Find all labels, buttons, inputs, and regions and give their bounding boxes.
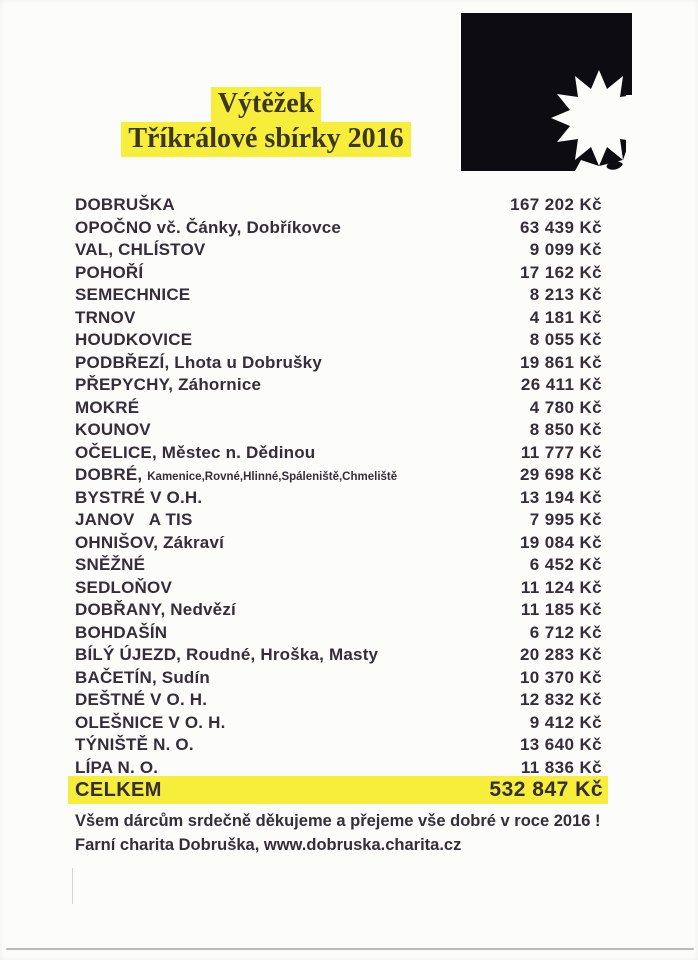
- amount: 9 099 Kč: [529, 240, 602, 259]
- amount: 11 124 Kč: [520, 577, 602, 597]
- amount: 8 850 Kč: [529, 420, 602, 439]
- amount: 11 777 Kč: [520, 442, 602, 462]
- amount: 63 439 Kč: [519, 217, 602, 237]
- place-name: DEŠTNÉ V O. H.: [75, 690, 208, 709]
- charita-logo-icon: [461, 13, 661, 188]
- table-row: [75, 218, 602, 241]
- title-line1: Výtěžek: [211, 87, 321, 122]
- table-row: [75, 375, 602, 398]
- place-name: BYSTRÉ V O.H.: [75, 487, 203, 507]
- place-name: DOBŘANY, Nedvězí: [75, 600, 236, 619]
- amount: 29 698 Kč: [519, 465, 602, 484]
- footer-organization-line: Farní charita Dobruška, www.dobruska.charita.cz: [75, 836, 462, 854]
- scan-edge-artifact: [6, 948, 694, 950]
- amount: 7 995 Kč: [529, 510, 602, 529]
- scan-line-artifact: [72, 868, 73, 904]
- table-row: [75, 353, 602, 376]
- place-name: OLEŠNICE V O. H.: [75, 712, 226, 732]
- place-name: VAL, CHLÍSTOV: [75, 240, 206, 259]
- footer: [75, 809, 675, 857]
- total-label: CELKEM: [75, 778, 162, 801]
- total-row: [68, 776, 608, 804]
- table-row: [75, 555, 602, 578]
- table-row: [75, 443, 602, 466]
- amount: 13 194 Kč: [519, 487, 602, 507]
- table-row: [75, 645, 602, 668]
- amount: 11 185 Kč: [520, 600, 602, 619]
- amount: 12 832 Kč: [519, 690, 602, 709]
- amount: 6 712 Kč: [529, 622, 602, 642]
- table-row: [75, 600, 602, 623]
- table-row: [75, 510, 602, 533]
- title-line2: Tříkrálové sbírky 2016: [121, 122, 410, 157]
- place-name: OČELICE, Městec n. Dědinou: [75, 442, 316, 462]
- table-row: [75, 285, 602, 308]
- place-name: JANOV A TIS: [75, 510, 193, 529]
- table-row: [75, 330, 602, 353]
- place-name: MOKRÉ: [75, 397, 140, 417]
- amount: 19 084 Kč: [519, 532, 602, 552]
- amount: 20 283 Kč: [519, 645, 602, 664]
- table-row: [75, 240, 602, 263]
- place-name: BOHDAŠÍN: [75, 622, 168, 642]
- table-row: [75, 690, 602, 713]
- place-name: OHNIŠOV, Zákraví: [75, 532, 225, 552]
- place-name: OPOČNO vč. Čánky, Dobříkovce: [75, 217, 342, 237]
- amount: 4 780 Kč: [529, 397, 602, 417]
- table-row: [75, 398, 602, 421]
- table-row: [75, 623, 602, 646]
- table-row: [75, 735, 602, 758]
- amount: 6 452 Kč: [529, 555, 602, 574]
- table-row: [75, 195, 602, 218]
- place-name: SEMECHNICE: [75, 285, 191, 304]
- amount: 11 836 Kč: [520, 757, 602, 777]
- place-name: BÍLÝ ÚJEZD, Roudné, Hroška, Masty: [75, 645, 379, 664]
- table-row: [75, 578, 602, 601]
- amount: 19 861 Kč: [519, 352, 602, 372]
- table-row: [75, 713, 602, 736]
- collection-table: [75, 195, 602, 780]
- amount: 167 202 Kč: [510, 195, 602, 214]
- table-row: [75, 668, 602, 691]
- place-name: KOUNOV: [75, 420, 151, 439]
- amount: 26 411 Kč: [520, 375, 602, 394]
- title-row-2: [0, 122, 532, 157]
- place-name: TRNOV: [75, 307, 136, 327]
- place-name: BAČETÍN, Sudín: [75, 667, 211, 687]
- table-row: [75, 308, 602, 331]
- amount: 9 412 Kč: [529, 712, 602, 732]
- place-name: PŘEPYCHY, Záhornice: [75, 375, 262, 394]
- place-name: DOBRÉ, Kamenice,Rovné,Hlinné,Spáleniště,Chmeliště: [75, 465, 398, 484]
- footer-thanks-line: Všem dárcům srdečně děkujeme a přejeme vše dobré v roce 2016 !: [75, 812, 601, 830]
- place-name: POHOŘÍ: [75, 262, 144, 282]
- place-name: SEDLOŇOV: [75, 577, 173, 597]
- page-title: [0, 87, 532, 157]
- place-name: HOUDKOVICE: [75, 330, 193, 349]
- place-name: SNĚŽNÉ: [75, 555, 146, 574]
- table-row: [75, 420, 602, 443]
- amount: 8 055 Kč: [529, 330, 602, 349]
- table-row: [75, 263, 602, 286]
- place-name: PODBŘEZÍ, Lhota u Dobrušky: [75, 352, 322, 372]
- amount: 10 370 Kč: [519, 667, 602, 687]
- total-amount: 532 847 Kč: [489, 778, 603, 801]
- place-name: DOBRUŠKA: [75, 195, 175, 214]
- table-row: [75, 488, 602, 511]
- amount: 4 181 Kč: [529, 307, 602, 327]
- place-name: LÍPA N. O.: [75, 757, 159, 777]
- table-row: [75, 465, 602, 488]
- amount: 13 640 Kč: [519, 735, 602, 754]
- place-name: TÝNIŠTĚ N. O.: [75, 735, 194, 754]
- table-row: [75, 533, 602, 556]
- title-row-1: [0, 87, 532, 122]
- amount: 8 213 Kč: [529, 285, 602, 304]
- amount: 17 162 Kč: [519, 262, 602, 282]
